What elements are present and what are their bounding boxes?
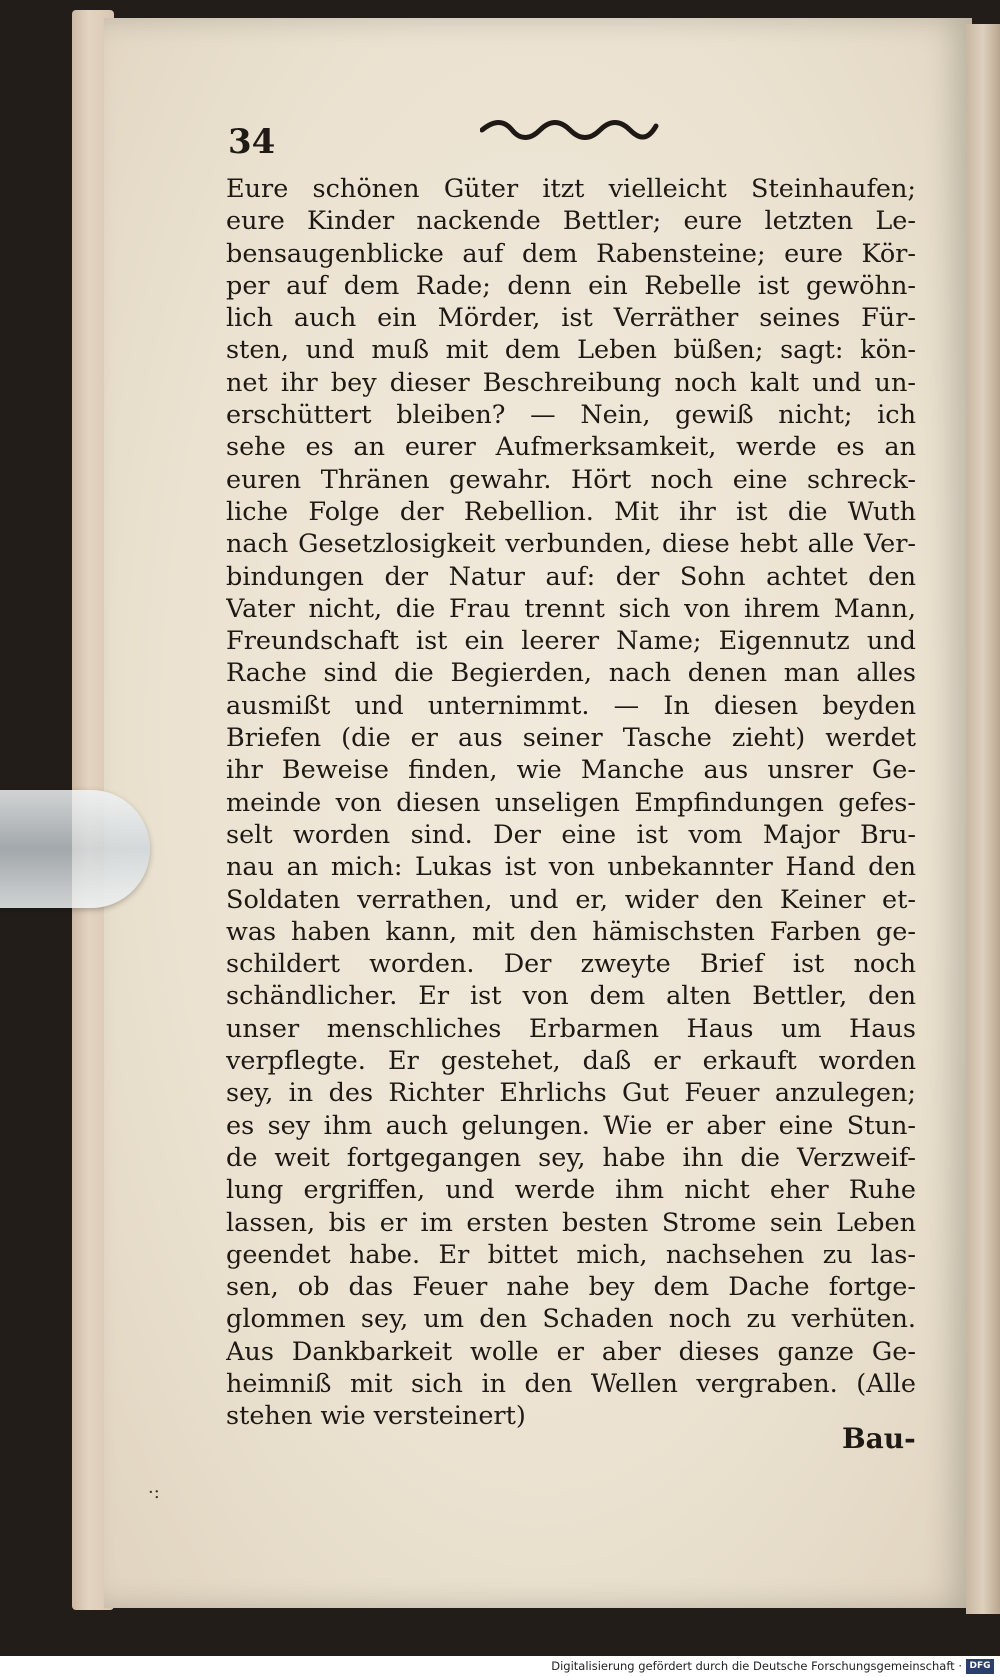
text-line: nach Gesetzlosigkeit verbunden, diese hebt alle Ver- bbox=[226, 529, 916, 560]
text-line: glommen sey, um den Schaden noch zu verhüten. bbox=[226, 1304, 916, 1335]
text-line: schändlicher. Er ist von dem alten Bettler, den bbox=[226, 981, 916, 1012]
text-line: Briefen (die er aus seiner Tasche zieht) werdet bbox=[226, 723, 916, 754]
text-line: lassen, bis er im ersten besten Strome sein Leben bbox=[226, 1207, 916, 1238]
text-line: liche Folge der Rebellion. Mit ihr ist die Wuth bbox=[226, 496, 916, 527]
text-line: Eure schönen Güter itzt vielleicht Steinhaufen; bbox=[226, 174, 916, 204]
text-line: erschüttert bleiben? — Nein, gewiß nicht; ich bbox=[226, 400, 916, 431]
text-line: lich auch ein Mörder, ist Verräther seines Für- bbox=[226, 303, 916, 334]
text-line: per auf dem Rade; denn ein Rebelle ist gewöhn- bbox=[226, 270, 916, 301]
text-line: heimniß mit sich in den Wellen vergraben. (Alle bbox=[226, 1368, 916, 1399]
text-line: schildert worden. Der zweyte Brief ist noch bbox=[226, 949, 916, 980]
page-clip bbox=[0, 790, 150, 908]
page-edge-right bbox=[966, 24, 1000, 1614]
text-line: bindungen der Natur auf: der Sohn achtet den bbox=[226, 561, 916, 592]
text-line: sey, in des Richter Ehrlichs Gut Feuer anzulegen; bbox=[226, 1078, 916, 1109]
ornament-flourish bbox=[480, 116, 660, 146]
text-line: es sey ihm auch gelungen. Wie er aber eine Stun- bbox=[226, 1110, 916, 1141]
text-line: Aus Dankbarkeit wolle er aber dieses ganze Ge- bbox=[226, 1336, 916, 1367]
text-line: Vater nicht, die Frau trennt sich von ihrem Mann, bbox=[226, 593, 916, 624]
catchword: Bau- bbox=[842, 1422, 916, 1455]
text-line: stehen wie versteinert) bbox=[226, 1401, 526, 1432]
text-line: geendet habe. Er bittet mich, nachsehen zu las- bbox=[226, 1239, 916, 1270]
text-line: selt worden sind. Der eine ist vom Major Bru- bbox=[226, 819, 916, 850]
text-line: verpflegte. Er gestehet, daß er erkauft worden bbox=[226, 1046, 916, 1077]
text-line: sten, und muß mit dem Leben büßen; sagt: kön- bbox=[226, 335, 916, 366]
page-number: 34 bbox=[228, 122, 276, 162]
text-line: ihr Beweise finden, wie Manche aus unsrer Ge- bbox=[226, 755, 916, 786]
text-line: lung ergriffen, und werde ihm nicht eher Ruhe bbox=[226, 1175, 916, 1206]
text-line: nau an mich: Lukas ist von unbekannter Hand den bbox=[226, 852, 916, 883]
text-line: de weit fortgegangen sey, habe ihn die Verzweif- bbox=[226, 1142, 916, 1173]
footer-credit: Digitalisierung gefördert durch die Deutsche Forschungsgemeinschaft · bbox=[551, 1659, 962, 1673]
text-line: meinde von diesen unseligen Empfindungen gefes- bbox=[226, 787, 916, 818]
text-line: net ihr bey dieser Beschreibung noch kalt und un- bbox=[226, 367, 916, 398]
text-line: euren Thränen gewahr. Hört noch eine schreck- bbox=[226, 464, 916, 495]
paper-speck: ·: bbox=[148, 1482, 160, 1503]
text-line: Freundschaft ist ein leerer Name; Eigennutz und bbox=[226, 626, 916, 657]
text-line: Soldaten verrathen, und er, wider den Keiner et- bbox=[226, 884, 916, 915]
text-line: eure Kinder nackende Bettler; eure letzten Le- bbox=[226, 206, 916, 237]
dfg-logo: DFG bbox=[966, 1659, 994, 1674]
text-line: sehe es an eurer Aufmerksamkeit, werde es an bbox=[226, 432, 916, 463]
text-line: ausmißt und unternimmt. — In diesen beyden bbox=[226, 690, 916, 721]
body-text bbox=[226, 173, 916, 1433]
text-line: sen, ob das Feuer nahe bey dem Dache fortge- bbox=[226, 1272, 916, 1303]
text-line: bensaugenblicke auf dem Rabensteine; eure Kör- bbox=[226, 238, 916, 269]
text-line: unser menschliches Erbarmen Haus um Haus bbox=[226, 1013, 916, 1044]
text-line: was haben kann, mit den hämischsten Farben ge- bbox=[226, 916, 916, 947]
text-line: Rache sind die Begierden, nach denen man alles bbox=[226, 658, 916, 689]
